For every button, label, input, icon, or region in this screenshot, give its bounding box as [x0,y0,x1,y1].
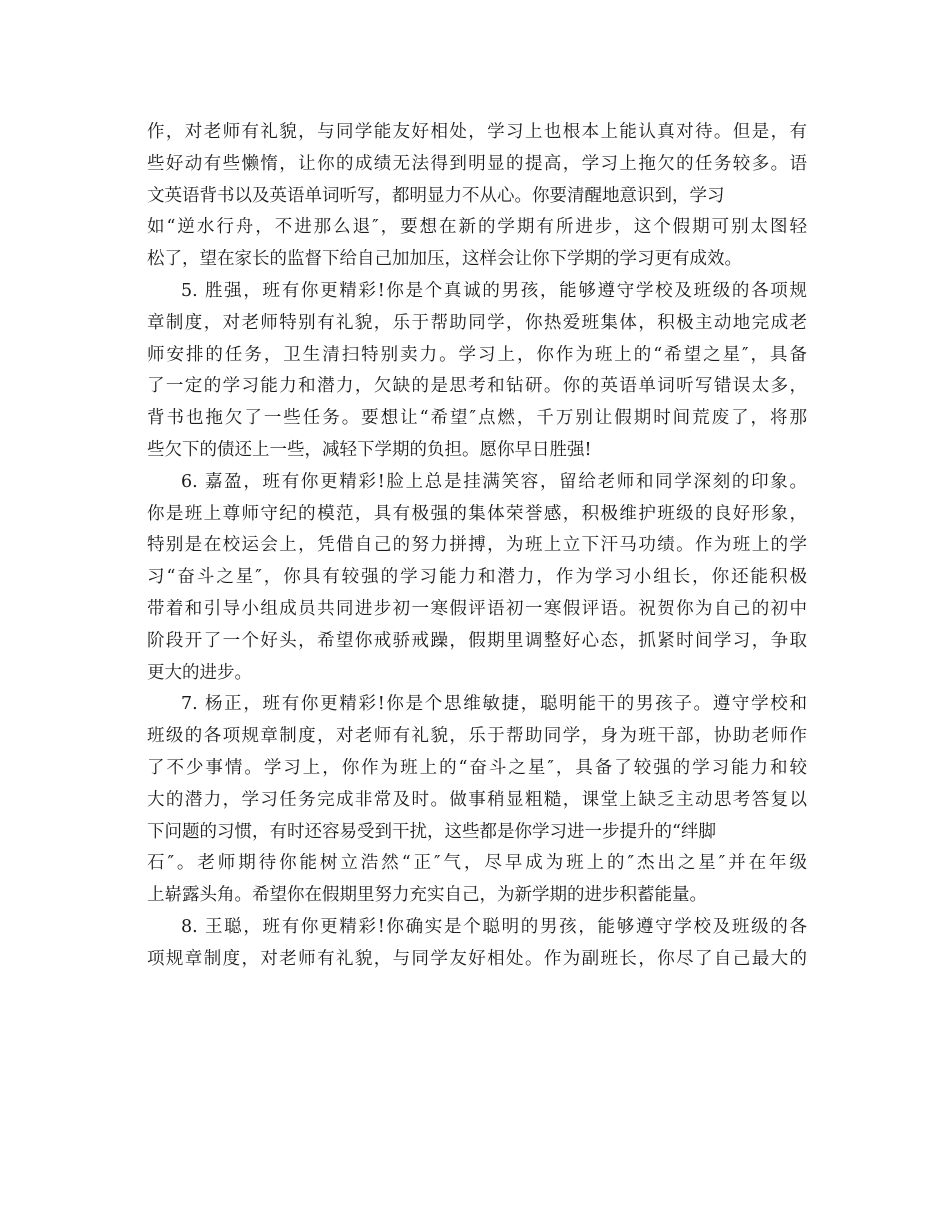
paragraph-first-line: 8. 王聪，班有你更精彩!你确实是个聪明的男孩，能够遵守学校及班级的各 [181,916,807,937]
text-line: 习“奋斗之星″，你具有较强的学习能力和潜力，作为学习小组长，你还能积极 [147,567,807,588]
text-line: 阶段开了一个好头，希望你戒骄戒躁，假期里调整好心态，抓紧时间学习，争取 [147,630,807,651]
text-line: 带着和引导小组成员共同进步初一寒假评语初一寒假评语。祝贺你为自己的初中 [147,598,807,619]
text-line: 大的潜力，学习任务完成非常及时。做事稍显粗糙，课堂上缺乏主动思考答复以 [147,789,807,810]
text-line: 特别是在校运会上，凭借自己的努力拼搏，为班上立下汗马功绩。作为班上的学 [147,535,807,556]
text-line: 了不少事情。学习上，你作为班上的“奋斗之星″，具备了较强的学习能力和较 [147,757,807,778]
text-line: 项规章制度，对老师有礼貌，与同学友好相处。作为副班长，你尽了自己最大的 [147,948,807,969]
text-line: 师安排的任务，卫生清扫特别卖力。学习上，你作为班上的“希望之星″，具备 [147,344,807,365]
text-line: 上崭露头角。希望你在假期里努力充实自己，为新学期的进步积蓄能量。 [147,885,707,906]
text-line: 些好动有些懒惰，让你的成绩无法得到明显的提高，学习上拖欠的任务较多。语 [147,153,807,174]
text-line: 更大的进步。 [147,662,252,683]
text-line: 松了，望在家长的监督下给自己加加压，这样会让你下学期的学习更有成效。 [147,249,742,270]
paragraph-first-line: 6. 嘉盈，班有你更精彩!脸上总是挂满笑容，留给老师和同学深刻的印象。 [181,471,807,492]
text-line: 班级的各项规章制度，对老师有礼貌，乐于帮助同学，身为班干部，协助老师作 [147,726,807,747]
text-line: 作，对老师有礼貌，与同学能友好相处，学习上也根本上能认真对待。但是，有 [147,122,807,142]
text-line: 下问题的习惯，有时还容易受到干扰，这些都是你学习进一步提升的“绊脚 [147,821,716,842]
text-line: 如“逆水行舟，不进那么退″，要想在新的学期有所进步，这个假期可别太图轻 [147,217,807,238]
text-line: 石″。老师期待你能树立浩然“正″气，尽早成为班上的″杰出之星″并在年级 [147,853,807,874]
paragraph-first-line: 7. 杨正，班有你更精彩!你是个思维敏捷，聪明能干的男孩子。遵守学校和 [181,694,807,715]
document-body [147,117,807,976]
paragraph-first-line: 5. 胜强，班有你更精彩!你是个真诚的男孩，能够遵守学校及班级的各项规 [181,280,807,301]
text-line: 了一定的学习能力和潜力，欠缺的是思考和钻研。你的英语单词听写错误太多， [147,376,807,397]
text-line: 文英语背书以及英语单词听写，都明显力不从心。你要清醒地意识到，学习 [147,185,725,206]
text-line: 你是班上尊师守纪的模范，具有极强的集体荣誉感，积极维护班级的良好形象， [147,503,807,524]
text-line: 章制度，对老师特别有礼貌，乐于帮助同学，你热爱班集体，积极主动地完成老 [147,312,807,333]
text-line: 些欠下的债还上一些，减轻下学期的负担。愿你早日胜强! [147,439,592,460]
text-line: 背书也拖欠了一些任务。要想让“希望″点燃，千万别让假期时间荒废了，将那 [147,408,807,429]
